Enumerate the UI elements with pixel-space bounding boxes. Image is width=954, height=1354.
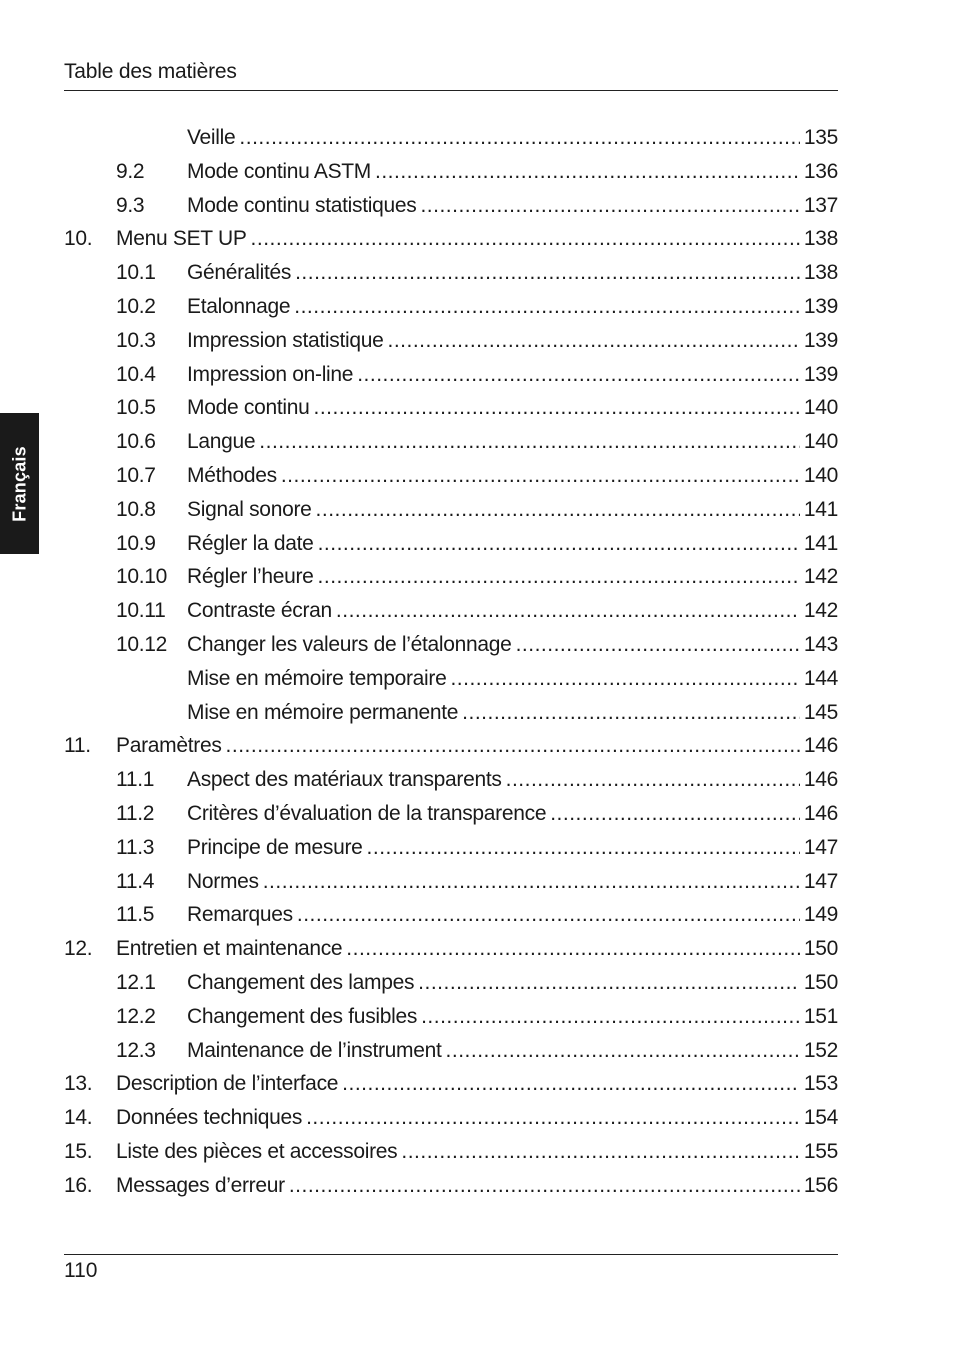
dot-leader xyxy=(318,560,800,594)
toc-entry-title: Veille xyxy=(187,126,236,149)
toc-entry-number: 9.2 xyxy=(116,159,145,183)
toc-entry-page: 146 xyxy=(803,768,838,792)
toc-entry-page: 135 xyxy=(803,126,838,149)
dot-leader xyxy=(336,594,800,628)
dot-leader xyxy=(259,425,800,459)
toc-entry-number: 10.7 xyxy=(116,463,156,487)
toc-entry-page: 136 xyxy=(803,159,838,183)
toc-entry[interactable] xyxy=(64,425,838,459)
toc-entry-line xyxy=(187,560,838,594)
toc-entry-title: Changement des lampes xyxy=(187,970,415,994)
toc-entry-line xyxy=(187,493,838,527)
toc-entry-line xyxy=(187,662,838,696)
toc-entry-line xyxy=(187,256,838,290)
toc-entry-page: 138 xyxy=(803,261,838,285)
toc-entry-title: Etalonnage xyxy=(187,294,291,318)
toc-entry[interactable] xyxy=(64,155,838,189)
toc-entry[interactable] xyxy=(64,189,838,223)
toc-entry-page: 145 xyxy=(803,700,838,724)
toc-entry-title: Remarques xyxy=(187,903,293,927)
toc-entry-number: 10.11 xyxy=(116,599,166,623)
toc-entry[interactable] xyxy=(64,459,838,493)
toc-entry-page: 137 xyxy=(803,193,838,217)
language-tab-label: Français xyxy=(9,445,29,522)
toc-entry[interactable] xyxy=(64,1135,838,1169)
toc-entry-page: 156 xyxy=(803,1173,838,1197)
toc-entry-line xyxy=(187,121,838,155)
dot-leader xyxy=(289,1169,800,1203)
language-tab xyxy=(0,413,39,554)
toc-entry-line xyxy=(187,696,838,730)
toc-entry[interactable] xyxy=(64,966,838,1000)
page-header xyxy=(64,58,838,91)
toc-entry[interactable] xyxy=(64,594,838,628)
toc-entry-title: Entretien et maintenance xyxy=(116,937,343,961)
toc-entry-line xyxy=(187,763,838,797)
toc-entry-number: 13. xyxy=(64,1072,93,1096)
dot-leader xyxy=(297,898,800,932)
toc-entry-title: Changement des fusibles xyxy=(187,1004,418,1028)
toc-entry-number: 15. xyxy=(64,1139,93,1163)
toc-entry-number: 16. xyxy=(64,1173,93,1197)
dot-leader xyxy=(420,189,799,223)
toc-entry-number: 10.3 xyxy=(116,328,156,352)
toc-entry-number: 10.9 xyxy=(116,531,156,555)
page-title: Table des matières xyxy=(64,60,237,83)
dot-leader xyxy=(357,358,800,392)
toc-entry-title: Normes xyxy=(187,869,259,893)
toc-entry-line xyxy=(187,358,838,392)
toc-entry[interactable] xyxy=(64,662,838,696)
toc-entry-page: 141 xyxy=(803,531,838,555)
dot-leader xyxy=(226,729,800,763)
dot-leader xyxy=(318,527,800,561)
toc-entry[interactable] xyxy=(64,121,838,155)
toc-entry-number: 12. xyxy=(64,937,93,961)
toc-entry[interactable] xyxy=(64,1034,838,1068)
dot-leader xyxy=(367,831,800,865)
toc-entry-title: Principe de mesure xyxy=(187,835,363,859)
toc-entry-page: 146 xyxy=(803,734,838,758)
toc-entry-title: Langue xyxy=(187,430,256,454)
toc-entry-number: 12.2 xyxy=(116,1004,156,1028)
toc-entry-line xyxy=(187,324,838,358)
toc-entry-page: 153 xyxy=(803,1072,838,1096)
toc-entry-page: 140 xyxy=(803,430,838,454)
dot-leader xyxy=(313,391,799,425)
toc-entry-line xyxy=(187,1034,838,1068)
toc-entry-number: 14. xyxy=(64,1106,93,1130)
toc-entry[interactable] xyxy=(64,256,838,290)
toc-entry-line xyxy=(187,628,838,662)
toc-entry-page: 151 xyxy=(803,1004,838,1028)
toc-entry-line xyxy=(116,1101,838,1135)
dot-leader xyxy=(450,662,799,696)
toc-entry-line xyxy=(187,391,838,425)
toc-entry-number: 12.3 xyxy=(116,1038,156,1062)
toc-entry-number: 11.5 xyxy=(116,903,155,927)
dot-leader xyxy=(239,121,799,155)
toc-entry-page: 143 xyxy=(803,632,838,656)
toc-entry-line xyxy=(116,932,838,966)
toc-entry-title: Liste des pièces et accessoires xyxy=(116,1139,398,1163)
toc-entry-page: 144 xyxy=(803,666,838,690)
dot-leader xyxy=(421,1000,800,1034)
toc-entry-line xyxy=(187,898,838,932)
toc-entry-title: Menu SET UP xyxy=(116,227,247,251)
toc-entry-page: 154 xyxy=(803,1106,838,1130)
toc-entry[interactable] xyxy=(64,729,838,763)
toc-entry-line xyxy=(187,189,838,223)
toc-entry-page: 155 xyxy=(803,1139,838,1163)
dot-leader xyxy=(295,256,800,290)
toc-entry-title: Changer les valeurs de l’étalonnage xyxy=(187,632,512,656)
toc-entry-line xyxy=(187,155,838,189)
toc-entry-number: 10.1 xyxy=(116,261,156,285)
toc-entry[interactable] xyxy=(64,493,838,527)
toc-entry-page: 146 xyxy=(803,801,838,825)
toc-entry-title: Mise en mémoire temporaire xyxy=(187,666,447,690)
toc-entry-line xyxy=(116,1067,838,1101)
toc-entry-page: 140 xyxy=(803,396,838,420)
toc-entry-number: 11.4 xyxy=(116,869,155,893)
toc-entry-title: Critères d’évaluation de la transparence xyxy=(187,801,547,825)
toc-entry-line xyxy=(187,831,838,865)
dot-leader xyxy=(346,932,800,966)
toc-entry-line xyxy=(187,865,838,899)
toc-entry-number: 11. xyxy=(64,734,91,758)
toc-entry[interactable] xyxy=(64,932,838,966)
toc-entry[interactable] xyxy=(64,1169,838,1203)
toc-entry-title: Méthodes xyxy=(187,463,277,487)
toc-entry[interactable] xyxy=(64,763,838,797)
toc-entry-number: 10.12 xyxy=(116,632,168,656)
toc-entry[interactable] xyxy=(64,391,838,425)
toc-entry[interactable] xyxy=(64,831,838,865)
toc-entry-number: 10.6 xyxy=(116,430,156,454)
toc-entry-page: 150 xyxy=(803,937,838,961)
toc-entry[interactable] xyxy=(64,324,838,358)
toc-entry-page: 140 xyxy=(803,463,838,487)
toc-entry-title: Mise en mémoire permanente xyxy=(187,700,459,724)
toc-entry-number: 12.1 xyxy=(116,970,156,994)
dot-leader xyxy=(446,1034,800,1068)
toc-entry-line xyxy=(187,1000,838,1034)
dot-leader xyxy=(462,696,800,730)
toc-entry-page: 138 xyxy=(803,227,838,251)
toc-entry-number: 9.3 xyxy=(116,193,145,217)
toc-entry-number: 10.10 xyxy=(116,565,168,589)
toc-entry-number: 10.4 xyxy=(116,362,156,386)
toc-entry-number: 10.8 xyxy=(116,497,156,521)
toc-entry[interactable] xyxy=(64,1000,838,1034)
toc-entry[interactable] xyxy=(64,797,838,831)
toc-entry-title: Description de l’interface xyxy=(116,1072,339,1096)
dot-leader xyxy=(294,290,800,324)
toc-entry-title: Régler la date xyxy=(187,531,314,555)
toc-entry-title: Régler l’heure xyxy=(187,565,314,589)
toc-entry-title: Généralités xyxy=(187,261,292,285)
toc-entry-line xyxy=(187,425,838,459)
toc-entry-page: 142 xyxy=(803,565,838,589)
toc-entry[interactable] xyxy=(64,560,838,594)
toc-entry-number: 11.3 xyxy=(116,835,155,859)
toc-entry-title: Mode continu statistiques xyxy=(187,193,417,217)
toc-entry-line xyxy=(187,459,838,493)
toc-entry[interactable] xyxy=(64,898,838,932)
table-of-contents xyxy=(64,121,838,1203)
toc-entry-title: Mode continu xyxy=(187,396,310,420)
toc-entry[interactable] xyxy=(64,290,838,324)
toc-entry-title: Messages d’erreur xyxy=(116,1173,285,1197)
dot-leader xyxy=(342,1067,800,1101)
toc-entry-line xyxy=(116,1169,838,1203)
dot-leader xyxy=(316,493,800,527)
dot-leader xyxy=(418,966,800,1000)
dot-leader xyxy=(281,459,800,493)
toc-entry-line xyxy=(116,1135,838,1169)
toc-entry-line xyxy=(187,797,838,831)
toc-entry-title: Mode continu ASTM xyxy=(187,159,371,183)
dot-leader xyxy=(506,763,800,797)
toc-entry-page: 147 xyxy=(803,869,838,893)
toc-entry-title: Maintenance de l’instrument xyxy=(187,1038,442,1062)
toc-entry-title: Contraste écran xyxy=(187,599,332,623)
dot-leader xyxy=(306,1101,800,1135)
toc-entry-number: 10.2 xyxy=(116,294,156,318)
toc-entry-number: 11.2 xyxy=(116,801,155,825)
dot-leader xyxy=(550,797,800,831)
toc-entry-title: Données techniques xyxy=(116,1106,303,1130)
dot-leader xyxy=(516,628,800,662)
toc-entry-number: 10.5 xyxy=(116,396,156,420)
toc-entry-title: Aspect des matériaux transparents xyxy=(187,768,502,792)
dot-leader xyxy=(388,324,800,358)
page-number: 110 xyxy=(64,1259,98,1282)
toc-entry[interactable] xyxy=(64,222,838,256)
toc-entry-title: Impression on-line xyxy=(187,362,354,386)
toc-entry-page: 152 xyxy=(803,1038,838,1062)
toc-entry-line xyxy=(187,594,838,628)
toc-entry-line xyxy=(116,729,838,763)
toc-entry-page: 149 xyxy=(803,903,838,927)
toc-entry-page: 142 xyxy=(803,599,838,623)
toc-entry[interactable] xyxy=(64,1067,838,1101)
toc-entry[interactable] xyxy=(64,628,838,662)
toc-entry-page: 141 xyxy=(803,497,838,521)
toc-entry-page: 147 xyxy=(803,835,838,859)
toc-entry-page: 139 xyxy=(803,328,838,352)
toc-entry-line xyxy=(116,222,838,256)
toc-entry[interactable] xyxy=(64,696,838,730)
dot-leader xyxy=(375,155,800,189)
dot-leader xyxy=(401,1135,800,1169)
dot-leader xyxy=(263,865,800,899)
toc-entry-title: Impression statistique xyxy=(187,328,384,352)
toc-entry-number: 10. xyxy=(64,227,93,251)
toc-entry-number: 11.1 xyxy=(116,768,155,792)
toc-entry[interactable] xyxy=(64,865,838,899)
dot-leader xyxy=(251,222,800,256)
toc-entry-title: Paramètres xyxy=(116,734,222,758)
footer-divider xyxy=(64,1254,838,1255)
toc-entry-page: 139 xyxy=(803,294,838,318)
toc-entry[interactable] xyxy=(64,358,838,392)
toc-entry[interactable] xyxy=(64,527,838,561)
toc-entry-line xyxy=(187,290,838,324)
toc-entry[interactable] xyxy=(64,1101,838,1135)
toc-entry-title: Signal sonore xyxy=(187,497,312,521)
toc-entry-line xyxy=(187,966,838,1000)
toc-entry-page: 139 xyxy=(803,362,838,386)
toc-entry-line xyxy=(187,527,838,561)
toc-entry-page: 150 xyxy=(803,970,838,994)
